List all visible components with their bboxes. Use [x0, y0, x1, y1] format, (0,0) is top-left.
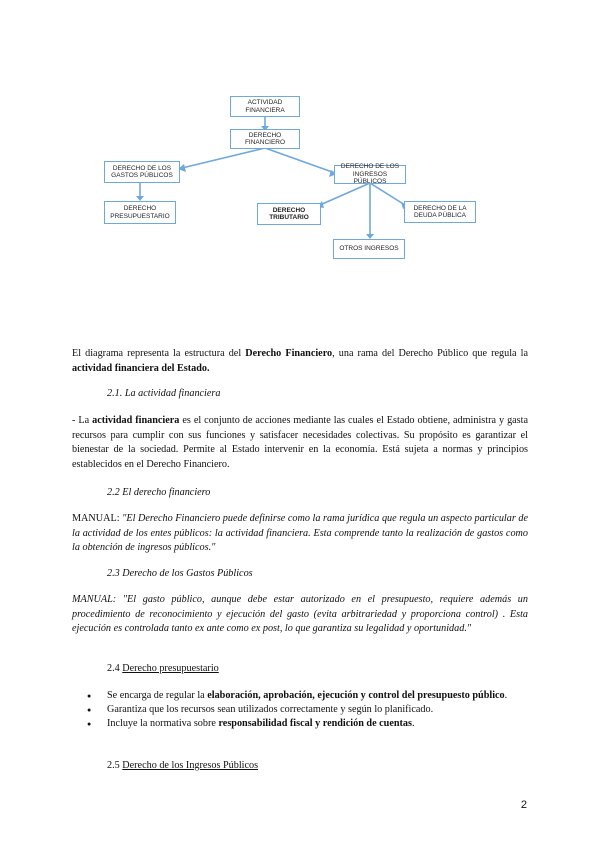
bullet-bold: responsabilidad fiscal y rendición de cuentas: [218, 718, 412, 730]
section-2-1-paragraph: [72, 414, 528, 472]
bullet-list: [72, 689, 528, 732]
intro-paragraph: [72, 347, 528, 376]
bullet-text: Se encarga de regular la: [107, 690, 208, 701]
connector-ingresos-tributario: [320, 183, 370, 205]
bullet-bold: elaboración, aprobación, ejecución y control del presupuesto público: [207, 690, 505, 701]
section-2-2-quote: [72, 512, 528, 556]
section-heading-2-3: 2.3 Derecho de los Gastos Públicos: [107, 568, 253, 579]
node-presupuestario: [104, 201, 176, 224]
node-actividad-financiera: [230, 96, 300, 117]
structure-diagram: [0, 0, 600, 280]
paragraph-text: - La: [72, 415, 93, 426]
node-label: DERECHO DE LOS INGRESOS PÚBLICOS: [340, 163, 400, 186]
node-gastos-publicos: [104, 161, 180, 183]
page-number: 2: [520, 799, 527, 811]
bullet-text: .: [411, 718, 415, 730]
node-derecho-financiero: [230, 129, 300, 149]
node-label: DERECHO TRIBUTARIO: [269, 206, 309, 221]
node-tributario: [257, 203, 321, 225]
intro-bold-term: actividad financiera del Estado.: [72, 362, 210, 374]
bullet-text: Incluye la normativa sobre: [107, 718, 219, 730]
bullet-text: .: [504, 690, 508, 701]
diagram-connectors: [0, 0, 600, 280]
section-number: 2.5: [107, 760, 123, 771]
manual-label: MANUAL:: [72, 513, 123, 524]
section-heading-2-4: [107, 662, 219, 676]
section-number: 2.4: [107, 663, 123, 674]
node-label: ACTIVIDAD FINANCIERA: [245, 99, 285, 114]
node-otros-ingresos: [333, 239, 405, 259]
list-item: [72, 717, 528, 731]
list-item: [72, 689, 528, 703]
connector-financiero-gastos: [182, 148, 265, 168]
paragraph-text: es el conjunto de acciones mediante las cuales el Estado obtiene, administra y gasta recursos para cumplir con sus funciones y satisfacer necesidades colectivas. Su propósito es garantizar el bienestar de la sociedad. Permite al Estado intervenir en la economía. Está sujeta a normas y principios establecidos en el Derecho Financiero.: [72, 415, 528, 470]
section-heading-2-2: 2.2 El derecho financiero: [107, 487, 211, 498]
node-label: DERECHO DE LOS GASTOS PÚBLICOS: [111, 164, 173, 179]
quote-text: "El Derecho Financiero puede definirse como la rama jurídica que regula un aspecto particular de la actividad de los entes públicos: la actividad financiera. Esta comprende tanto la realización de gastos como la obtención de ingresos públicos.": [72, 513, 528, 554]
node-label: DERECHO PRESUPUESTARIO: [110, 205, 170, 220]
section-2-3-quote: MANUAL: "El gasto público, aunque debe estar autorizado en el presupuesto, requiere además un procedimiento de reconocimiento y ejecución del gasto (evita arbitrariedad y proporciona control) . Esta ejecución es controlada tanto ex ante como ex post, lo que garantiza su legalidad y oportunidad.": [72, 594, 528, 635]
section-heading-2-1: 2.1. La actividad financiera: [107, 388, 221, 399]
node-ingresos-publicos: [334, 165, 406, 184]
intro-text: El diagrama representa la estructura del: [72, 348, 246, 359]
node-deuda-publica: [404, 201, 476, 223]
intro-bold-term: Derecho Financiero: [245, 348, 333, 359]
connector-financiero-ingresos: [265, 148, 335, 173]
node-label: OTROS INGRESOS: [339, 245, 399, 253]
section-title: Derecho presupuestario: [122, 663, 219, 674]
node-label: DERECHO DE LA DEUDA PÚBLICA: [413, 204, 467, 219]
node-label: DERECHO FINANCIERO: [244, 131, 286, 146]
section-heading-2-5: [107, 759, 258, 773]
section-title: Derecho de los Ingresos Públicos: [122, 760, 259, 771]
bold-term: actividad financiera: [92, 415, 180, 426]
bullet-text: Garantiza que los recursos sean utilizados correctamente y según lo planificado.: [107, 704, 434, 716]
list-item: [72, 703, 528, 717]
connector-ingresos-deuda: [370, 183, 405, 205]
intro-text: , una rama del Derecho Público que regula la: [332, 348, 528, 359]
